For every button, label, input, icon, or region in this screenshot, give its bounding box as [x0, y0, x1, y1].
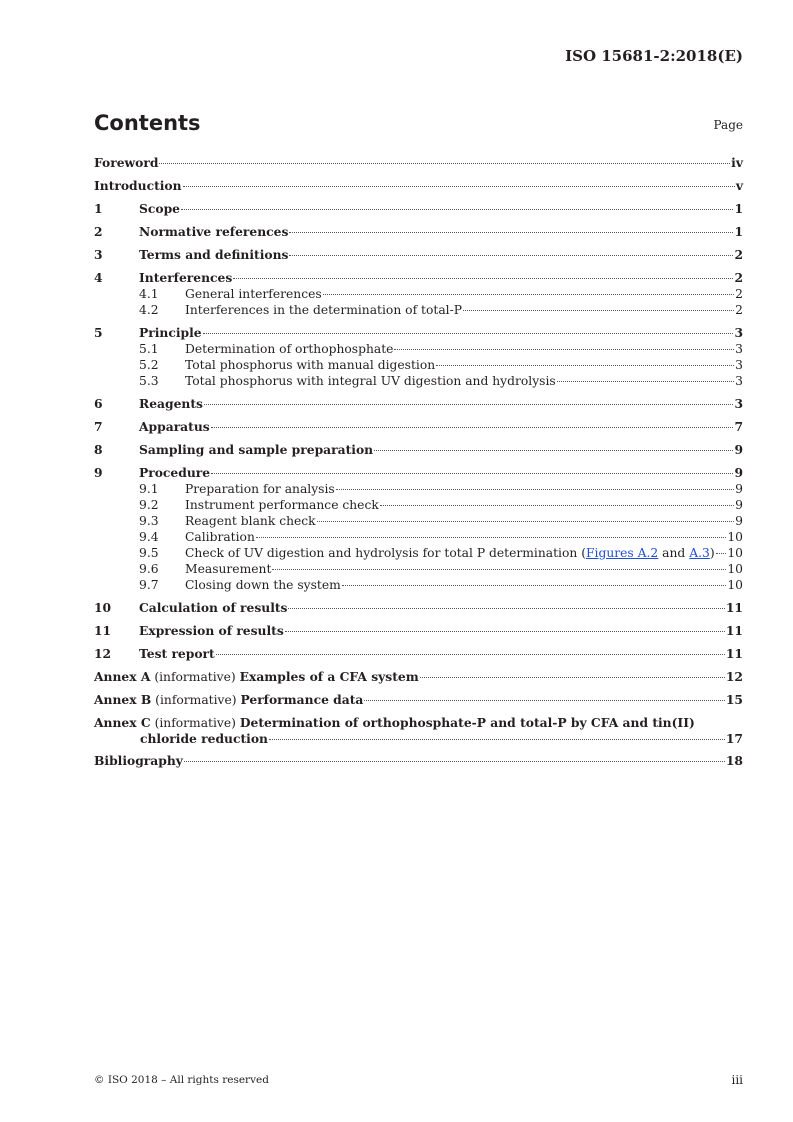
toc-entry-uv-digestion[interactable] [94, 373, 743, 389]
toc-number: 6 [94, 396, 103, 411]
dot-leader [181, 209, 733, 210]
toc-title: Calculation of results [139, 600, 288, 615]
toc-title: Principle [139, 325, 202, 340]
toc-page: 2 [734, 270, 743, 285]
toc-title: Scope [139, 201, 180, 216]
toc-page: 10 [727, 546, 743, 560]
dot-leader [364, 700, 724, 701]
toc-entry-preparation[interactable] [94, 481, 743, 497]
toc-number: 4 [94, 270, 103, 285]
toc-entry-procedure[interactable] [94, 465, 743, 481]
toc-title: General interferences [185, 287, 322, 301]
dot-leader [374, 450, 733, 451]
dot-leader [216, 654, 725, 655]
toc-page: 3 [735, 374, 743, 388]
toc-entry-interferences-total-p[interactable] [94, 302, 743, 318]
toc-title: Total phosphorus with integral UV digestion and hydrolysis [185, 374, 556, 388]
toc-title: Normative references [139, 224, 289, 239]
toc-page: 1 [734, 224, 743, 239]
toc-number: 9.4 [139, 530, 159, 544]
toc-page: 17 [725, 731, 743, 746]
annex-title-line-1: Determination of orthophosphate-P and total-P by CFA and tin(II) [239, 715, 695, 730]
page-column-label: Page [713, 118, 743, 132]
table-of-contents [94, 155, 743, 769]
toc-entry-principle[interactable] [94, 325, 743, 341]
dot-leader [285, 631, 725, 632]
dot-leader [436, 365, 734, 366]
toc-title: Instrument performance check [185, 498, 379, 512]
toc-title [94, 692, 363, 708]
toc-title: Test report [139, 646, 215, 661]
toc-entry-uv-check[interactable] [94, 545, 743, 561]
toc-title: Procedure [139, 465, 211, 480]
toc-number: 9.7 [139, 578, 159, 592]
toc-title: Expression of results [139, 623, 284, 638]
dot-leader [557, 381, 734, 382]
toc-page: 7 [734, 419, 743, 434]
conjunction-text: and [658, 546, 690, 560]
toc-entry-terms-definitions[interactable] [94, 247, 743, 263]
toc-title: Interferences in the determination of total-P [185, 303, 463, 317]
toc-page: 9 [734, 465, 743, 480]
toc-number: 1 [94, 201, 103, 216]
toc-page: 2 [735, 303, 743, 317]
toc-entry-scope[interactable] [94, 201, 743, 217]
toc-entry-calibration[interactable] [94, 529, 743, 545]
toc-entry-annex-c[interactable] [94, 715, 743, 746]
toc-number: 5.2 [139, 358, 159, 372]
toc-page: v [735, 178, 743, 193]
toc-title [94, 669, 419, 685]
dot-leader [159, 163, 730, 164]
toc-title-text: Check of UV digestion and hydrolysis for total P determination ( [185, 546, 587, 560]
dot-leader [203, 333, 734, 334]
annex-label: Annex B [94, 692, 152, 707]
dot-leader [342, 585, 727, 586]
toc-page: 9 [735, 498, 743, 512]
toc-entry-manual-digestion[interactable] [94, 357, 743, 373]
toc-page: 10 [727, 578, 743, 592]
dot-leader [184, 761, 725, 762]
dot-leader [183, 186, 735, 187]
toc-page: 11 [725, 623, 743, 638]
toc-number: 2 [94, 224, 103, 239]
toc-page: 9 [735, 482, 743, 496]
annex-type: (informative) [151, 693, 241, 707]
toc-page: 2 [734, 247, 743, 262]
toc-entry-bibliography[interactable] [94, 753, 743, 769]
toc-number: 9.3 [139, 514, 159, 528]
toc-title: Preparation for analysis [185, 482, 335, 496]
figure-a3-link[interactable]: A.3 [689, 546, 710, 560]
dot-leader [336, 489, 734, 490]
dot-leader [289, 255, 733, 256]
toc-page: 2 [735, 287, 743, 301]
dot-leader [256, 537, 726, 538]
dot-leader [289, 232, 733, 233]
document-id: ISO 15681-2:2018(E) [565, 47, 743, 65]
toc-entry-introduction[interactable] [94, 178, 743, 194]
toc-page: iv [731, 155, 743, 170]
annex-c-line-2 [94, 731, 743, 746]
toc-entry-orthophosphate[interactable] [94, 341, 743, 357]
dot-leader [288, 608, 724, 609]
toc-title [185, 545, 715, 561]
dot-leader [420, 677, 725, 678]
dot-leader [323, 294, 734, 295]
annex-c-line-1 [94, 715, 743, 731]
toc-number: 9.5 [139, 546, 159, 560]
dot-leader [233, 278, 733, 279]
annex-title: Examples of a CFA system [239, 669, 419, 684]
annex-title-line-2: chloride reduction [140, 731, 268, 746]
toc-entry-foreword[interactable] [94, 155, 743, 171]
toc-title: Closing down the system [185, 578, 341, 592]
toc-entry-instrument-check[interactable] [94, 497, 743, 513]
toc-title: Reagents [139, 396, 203, 411]
toc-page: 12 [725, 669, 743, 684]
dot-leader [211, 473, 733, 474]
toc-entry-expression[interactable] [94, 623, 743, 639]
toc-number: 4.1 [139, 287, 159, 301]
toc-title: Bibliography [94, 753, 183, 768]
toc-number: 4.2 [139, 303, 159, 317]
close-paren: ) [709, 546, 715, 560]
toc-number: 9 [94, 465, 103, 480]
dot-leader [394, 349, 734, 350]
toc-page: 11 [725, 646, 743, 661]
toc-page: 11 [725, 600, 743, 615]
toc-title: Sampling and sample preparation [139, 442, 374, 457]
toc-page: 10 [727, 530, 743, 544]
toc-page: 15 [725, 692, 743, 707]
toc-number: 7 [94, 419, 103, 434]
toc-entry-annex-b[interactable] [94, 692, 743, 708]
toc-entry-sampling[interactable] [94, 442, 743, 458]
toc-number: 8 [94, 442, 103, 457]
toc-number: 9.2 [139, 498, 159, 512]
dot-leader [272, 569, 726, 570]
toc-entry-reagents[interactable] [94, 396, 743, 412]
toc-page: 18 [725, 753, 743, 768]
toc-title: Reagent blank check [185, 514, 316, 528]
toc-page: 1 [734, 201, 743, 216]
toc-number: 10 [94, 600, 112, 615]
toc-page: 3 [735, 358, 743, 372]
toc-title: Calibration [185, 530, 255, 544]
toc-title: Terms and definitions [139, 247, 289, 262]
figures-a2-link[interactable]: Figures A.2 [586, 546, 659, 560]
contents-heading: Contents [94, 111, 201, 135]
toc-title: Total phosphorus with manual digestion [185, 358, 436, 372]
toc-page: 9 [735, 514, 743, 528]
toc-number: 12 [94, 646, 112, 661]
annex-type: (informative) [150, 716, 240, 730]
toc-entry-general-interferences[interactable] [94, 286, 743, 302]
toc-entry-interferences[interactable] [94, 270, 743, 286]
toc-page: 9 [734, 442, 743, 457]
toc-title: Measurement [185, 562, 272, 576]
toc-title: Foreword [94, 155, 159, 170]
toc-title: Introduction [94, 178, 182, 193]
dot-leader [716, 553, 727, 554]
toc-entry-apparatus[interactable] [94, 419, 743, 435]
toc-number: 9.6 [139, 562, 159, 576]
toc-page: 3 [734, 396, 743, 411]
dot-leader [380, 505, 734, 506]
dot-leader [211, 427, 734, 428]
toc-entry-closing-down[interactable] [94, 577, 743, 593]
toc-title: Apparatus [139, 419, 210, 434]
dot-leader [463, 310, 734, 311]
toc-title: Interferences [139, 270, 233, 285]
dot-leader [269, 739, 725, 740]
toc-number: 3 [94, 247, 103, 262]
annex-title: Performance data [240, 692, 364, 707]
toc-title: Determination of orthophosphate [185, 342, 394, 356]
toc-number: 5.3 [139, 374, 159, 388]
annex-label: Annex A [94, 669, 151, 684]
toc-number: 9.1 [139, 482, 159, 496]
dot-leader [317, 521, 735, 522]
copyright-notice: © ISO 2018 – All rights reserved [94, 1074, 269, 1086]
annex-type: (informative) [150, 670, 240, 684]
toc-page: 3 [734, 325, 743, 340]
annex-label: Annex C [94, 715, 151, 730]
toc-page: 3 [735, 342, 743, 356]
toc-number: 11 [94, 623, 112, 638]
toc-page: 10 [727, 562, 743, 576]
toc-entry-calculation[interactable] [94, 600, 743, 616]
toc-entry-measurement[interactable] [94, 561, 743, 577]
page-number: iii [731, 1073, 743, 1087]
toc-entry-annex-a[interactable] [94, 669, 743, 685]
toc-number: 5 [94, 325, 103, 340]
toc-entry-normative-references[interactable] [94, 224, 743, 240]
toc-entry-blank-check[interactable] [94, 513, 743, 529]
dot-leader [204, 404, 733, 405]
toc-number: 5.1 [139, 342, 159, 356]
toc-entry-test-report[interactable] [94, 646, 743, 662]
